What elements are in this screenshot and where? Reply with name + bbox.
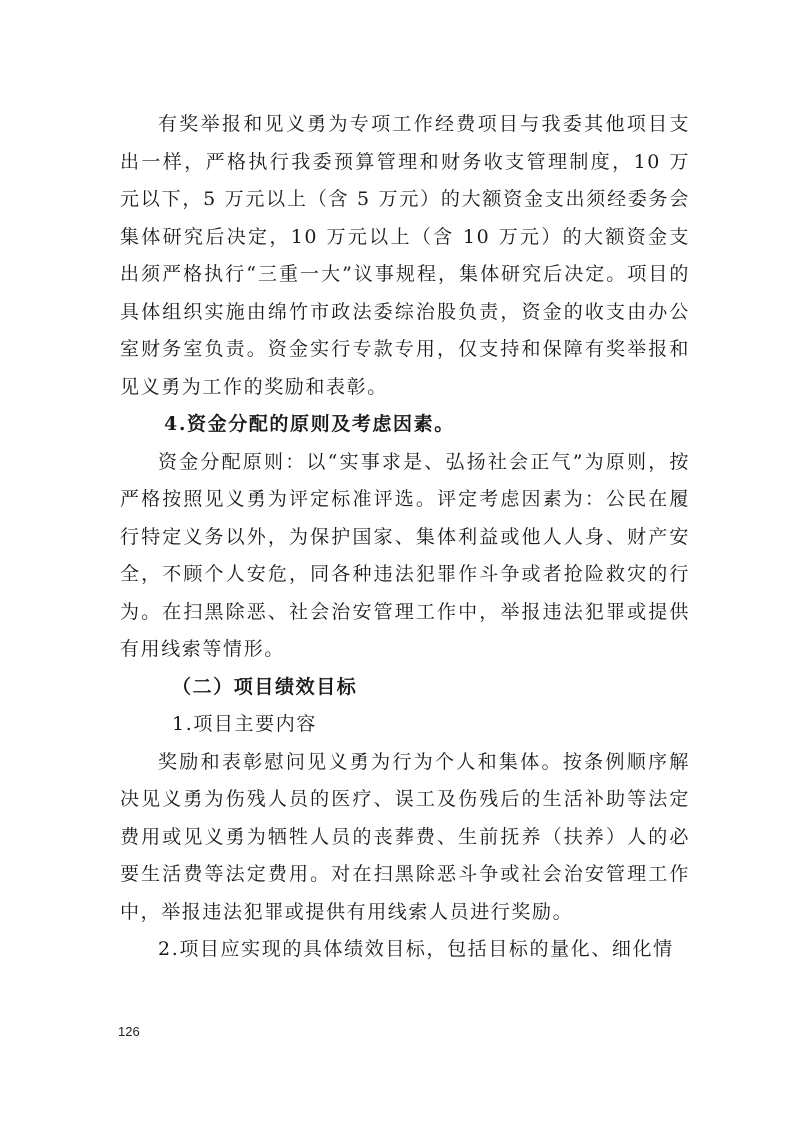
page-number: 126 — [118, 1024, 140, 1039]
paragraph-specific-goals: 2.项目应实现的具体绩效目标，包括目标的量化、细化情 — [158, 938, 674, 960]
paragraph-fund-management: 有奖举报和见义勇为专项工作经费项目与我委其他项目支出一样，严格执行我委预算管理和财务收支管理制度，10 万元以下，5 万元以上（含 5 万元）的大额资金支出须经委务会集体研究后决定，10 万元以上（含 10 万元）的大额资金支出须严格执行“三重一大”议事规程，集体研究后决定。项目的具体组织实施由绵竹市政法委综治股负责，资金的收支由办公室财务室负责。资金实行专款专用，仅支持和保障有奖举报和见义勇为工作的奖励和表彰。 — [120, 113, 690, 398]
paragraph-main-content: 奖励和表彰慰问见义勇为行为个人和集体。按条例顺序解决见义勇为伤残人员的医疗、误工及伤残后的生活补助等法定费用或见义勇为牺牲人员的丧葬费、生前抚养（扶养）人的必要生活费等法定费用。对在扫黑除恶斗争或社会治安管理工作中，举报违法犯罪或提供有用线索人员进行奖励。 — [120, 750, 690, 923]
document-body — [120, 106, 690, 969]
heading-fund-allocation: 4.资金分配的原则及考虑因素。 — [164, 413, 455, 435]
paragraph-allocation-principles: 资金分配原则：以“实事求是、弘扬社会正气”为原则，按严格按照见义勇为评定标准评选。评定考虑因素为：公民在履行特定义务以外，为保护国家、集体利益或他人人身、财产安全，不顾个人安危，同各种违法犯罪作斗争或者抢险救灾的行为。在扫黑除恶、社会治安管理工作中，举报违法犯罪或提供有用线索等情形。 — [120, 450, 690, 660]
heading-performance-goals: （二）项目绩效目标 — [172, 675, 358, 698]
item-main-content: 1.项目主要内容 — [172, 713, 317, 735]
